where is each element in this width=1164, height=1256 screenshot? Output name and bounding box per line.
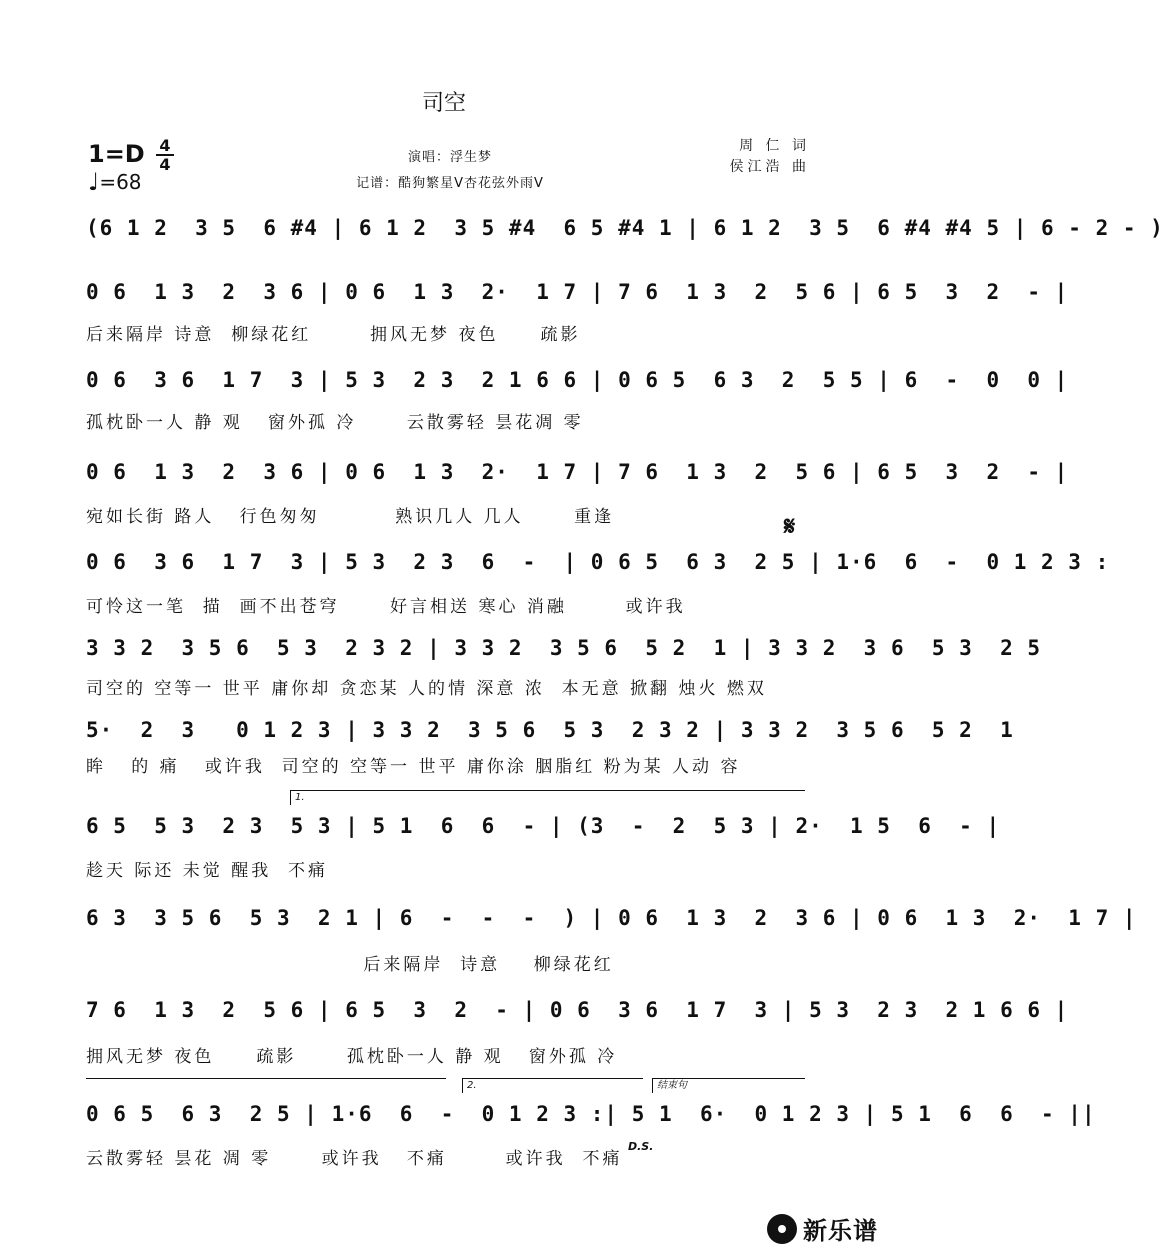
score-line-10: 7 6 1 3 2 5 6 | 6 5 3 2 - | 0 6 3 6 1 7 3 | 5 3 2 3 2 1 6 6 |	[86, 998, 1069, 1022]
quarter-note-icon: ♩	[88, 168, 100, 196]
song-title: 司空	[421, 91, 466, 116]
volta-2-label: 2.	[467, 1080, 477, 1091]
tempo	[88, 168, 142, 196]
lyric-line-8: 趁天 际还 未觉 醒我 不痛	[86, 861, 329, 881]
lyric-line-7: 眸 的 痛 或许我 司空的 空等一 世平 庸你涂 胭脂红 粉为某 人动 容	[86, 757, 741, 777]
ending-label: 结束句	[657, 1080, 687, 1091]
key-signature: 1=D	[88, 140, 145, 168]
vinyl-disc-icon	[767, 1214, 797, 1244]
composer-credit: 侯江浩 曲	[729, 159, 810, 175]
logo-text: 新乐谱	[803, 1217, 878, 1245]
site-logo	[767, 1211, 878, 1246]
lyric-line-2: 后来隔岸 诗意 柳绿花红 拥风无梦 夜色 疏影	[86, 325, 581, 345]
transcriber-credit: 记谱：酷狗繁星V杏花弦外雨V	[356, 176, 544, 191]
lyric-line-10: 拥风无梦 夜色 疏影 孤枕卧一人 静 观 窗外孤 冷	[86, 1047, 618, 1067]
score-line-11: 0 6 5 6 3 2 5 | 1·6 6 - 0 1 2 3 :| 5 1 6· 0 1 2 3 | 5 1 6 6 - ||	[86, 1102, 1096, 1126]
volta-2-bracket	[462, 1078, 643, 1093]
lyric-line-9: 后来隔岸 诗意 柳绿花红	[86, 955, 614, 975]
lyric-line-5: 可怜这一笔 描 画不出苍穹 好言相送 寒心 消融 或许我	[86, 597, 686, 617]
singer-credit: 演唱：浮生梦	[407, 150, 492, 165]
lyric-line-3: 孤枕卧一人 静 观 窗外孤 冷 云散雾轻 昙花凋 零	[86, 413, 584, 433]
repeat-line	[86, 1078, 446, 1079]
score-line-3: 0 6 3 6 1 7 3 | 5 3 2 3 2 1 6 6 | 0 6 5 6 3 2 5 5 | 6 - 0 0 |	[86, 368, 1069, 392]
time-signature-top: 4	[159, 136, 171, 155]
ds-mark: D.S.	[628, 1140, 654, 1153]
score-line-1: (6 1 2 3 5 6 #4 | 6 1 2 3 5 #4 6 5 #4 1 | 6 1 2 3 5 6 #4 #4 5 | 6 - 2 - )	[86, 216, 1164, 240]
segno-mark: 𝄋	[784, 512, 796, 542]
score-line-9: 6 3 3 5 6 5 3 2 1 | 6 - - - ) | 0 6 1 3 2 3 6 | 0 6 1 3 2· 1 7 |	[86, 906, 1137, 930]
ending-bracket	[652, 1078, 805, 1093]
lyric-line-11: 云散雾轻 昙花 凋 零 或许我 不痛 或许我 不痛	[86, 1149, 623, 1169]
score-line-7: 5· 2 3 0 1 2 3 | 3 3 2 3 5 6 5 3 2 3 2 | 3 3 2 3 5 6 5 2 1	[86, 718, 1014, 742]
lyricist-credit: 周 仁 词	[739, 138, 810, 154]
lyric-line-4: 宛如长街 路人 行色匆匆 熟识几人 几人 重逢	[86, 507, 615, 527]
lyric-line-6: 司空的 空等一 世平 庸你却 贪恋某 人的情 深意 浓 本无意 掀翻 烛火 燃双	[86, 679, 767, 699]
score-line-5: 0 6 3 6 1 7 3 | 5 3 2 3 6 - | 0 6 5 6 3 2 5 | 1·6 6 - 0 1 2 3 :	[86, 550, 1110, 574]
score-line-8: 6 5 5 3 2 3 5 3 | 5 1 6 6 - | (3 - 2 5 3 | 2· 1 5 6 - |	[86, 814, 1001, 838]
time-signature-bottom: 4	[159, 155, 171, 174]
score-line-4: 0 6 1 3 2 3 6 | 0 6 1 3 2· 1 7 | 7 6 1 3 2 5 6 | 6 5 3 2 - |	[86, 460, 1069, 484]
time-signature	[156, 138, 174, 172]
score-line-6: 3 3 2 3 5 6 5 3 2 3 2 | 3 3 2 3 5 6 5 2 1 | 3 3 2 3 6 5 3 2 5	[86, 636, 1042, 660]
volta-1-bracket	[290, 790, 805, 805]
score-line-2: 0 6 1 3 2 3 6 | 0 6 1 3 2· 1 7 | 7 6 1 3 2 5 6 | 6 5 3 2 - |	[86, 280, 1069, 304]
tempo-value: =68	[99, 170, 142, 194]
volta-1-label: 1.	[295, 792, 305, 803]
